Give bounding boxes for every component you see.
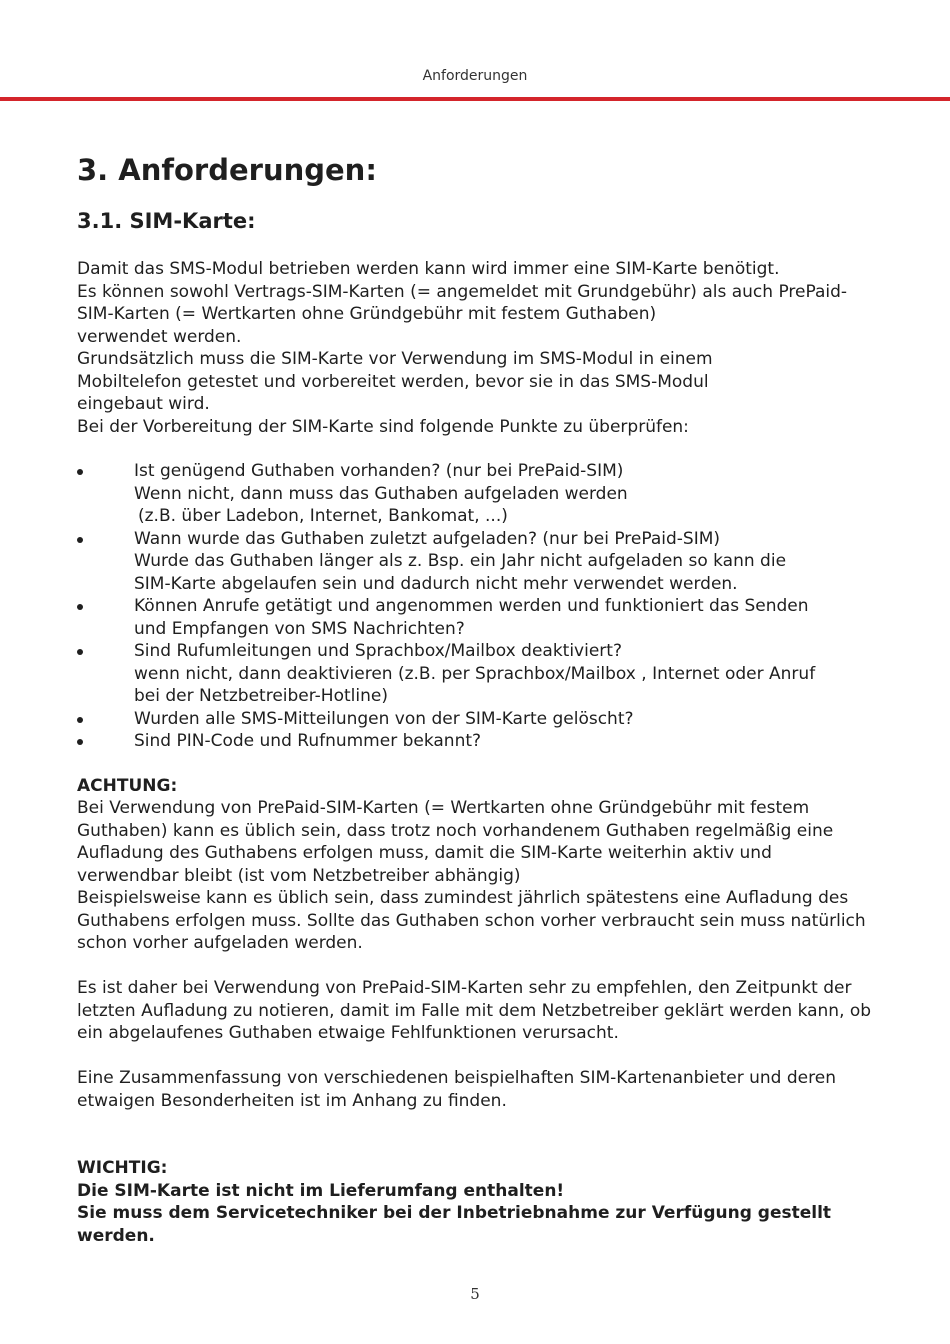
checklist-line: Wenn nicht, dann muss das Guthaben aufgeladen werden <box>134 483 628 504</box>
bullet-icon <box>77 739 83 745</box>
intro-line: Grundsätzlich muss die SIM-Karte vor Verwendung im SMS-Modul in einem <box>77 349 713 369</box>
checklist-line: SIM-Karte abgelaufen sein und dadurch nicht mehr verwendet werden. <box>134 573 738 594</box>
page-number: 5 <box>470 1285 480 1303</box>
intro-line: eingebaut wird. <box>77 394 210 414</box>
checklist-line: Sind PIN-Code und Rufnummer bekannt? <box>134 731 482 751</box>
header-rule <box>0 97 950 101</box>
checklist <box>77 460 877 753</box>
achtung-line: Beispielsweise kann es üblich sein, dass zumindest jährlich spätestens eine Aufladung des <box>77 888 849 908</box>
checklist-line: Ist genügend Guthaben vorhanden? (nur bei PrePaid-SIM) <box>134 461 624 481</box>
intro-line: Mobiltelefon getestet und vorbereitet werden, bevor sie in das SMS-Modul <box>77 371 709 392</box>
checklist-line: und Empfangen von SMS Nachrichten? <box>134 618 465 639</box>
bullet-icon <box>77 469 83 475</box>
checklist-line: Wurden alle SMS-Mitteilungen von der SIM-Karte gelöscht? <box>134 708 634 729</box>
intro-line: SIM-Karten (= Wertkarten ohne Gründgebühr mit festem Guthaben) <box>77 304 657 324</box>
bullet-icon <box>77 604 83 610</box>
achtung-line: verwendbar bleibt (ist vom Netzbetreiber abhängig) <box>77 865 521 886</box>
checklist-line: (z.B. über Ladebon, Internet, Bankomat, ...) <box>138 506 508 526</box>
recommendation-line: ein abgelaufenes Guthaben etwaige Fehlfunktionen verursacht. <box>77 1023 619 1043</box>
page-content <box>77 150 877 1247</box>
intro-line: verwendet werden. <box>77 326 242 347</box>
checklist-item <box>77 640 877 708</box>
checklist-line: bei der Netzbetreiber-Hotline) <box>134 686 388 706</box>
checklist-item <box>77 528 877 596</box>
achtung-line: schon vorher aufgeladen werden. <box>77 933 363 953</box>
checklist-item <box>77 708 877 731</box>
checklist-line: Sind Rufumleitungen und Sprachbox/Mailbox deaktiviert? <box>134 641 622 661</box>
spacer <box>77 1112 877 1157</box>
achtung-line: Guthaben) kann es üblich sein, dass trotz noch vorhandenem Guthaben regelmäßig eine <box>77 820 834 841</box>
spacer <box>77 1045 877 1068</box>
checklist-line: wenn nicht, dann deaktivieren (z.B. per Sprachbox/Mailbox , Internet oder Anruf <box>134 663 816 684</box>
wichtig-heading: WICHTIG: <box>77 1158 168 1178</box>
intro-paragraph <box>77 258 877 438</box>
wichtig-block <box>77 1157 877 1247</box>
achtung-heading: ACHTUNG: <box>77 775 178 796</box>
checklist-item <box>77 730 877 753</box>
bullet-icon <box>77 717 83 723</box>
achtung-line: Aufladung des Guthabens erfolgen muss, damit die SIM-Karte weiterhin aktiv und <box>77 843 772 863</box>
appendix-line: Eine Zusammenfassung von verschiedenen beispielhaften SIM-Kartenanbieter und deren <box>77 1068 836 1088</box>
achtung-block <box>77 775 877 955</box>
appendix-line: etwaigen Besonderheiten ist im Anhang zu finden. <box>77 1090 507 1111</box>
bullet-icon <box>77 649 83 655</box>
running-header: Anforderungen <box>422 68 528 84</box>
appendix-note <box>77 1067 877 1112</box>
recommendation-paragraph <box>77 977 877 1045</box>
checklist-line: Wann wurde das Guthaben zuletzt aufgeladen? (nur bei PrePaid-SIM) <box>134 528 721 549</box>
intro-line: Damit das SMS-Modul betrieben werden kann wird immer eine SIM-Karte benötigt. <box>77 259 780 279</box>
bullet-icon <box>77 537 83 543</box>
checklist-item <box>77 460 877 528</box>
achtung-line: Bei Verwendung von PrePaid-SIM-Karten (= Wertkarten ohne Gründgebühr mit festem <box>77 798 810 818</box>
checklist-line: Wurde das Guthaben länger als z. Bsp. ein Jahr nicht aufgeladen so kann die <box>134 551 787 571</box>
spacer <box>77 955 877 978</box>
wichtig-line: Sie muss dem Servicetechniker bei der Inbetriebnahme zur Verfügung gestellt werden. <box>77 1203 832 1246</box>
checklist-item <box>77 595 877 640</box>
wichtig-line: Die SIM-Karte ist nicht im Lieferumfang enthalten! <box>77 1180 565 1201</box>
achtung-line: Guthabens erfolgen muss. Sollte das Guthaben schon vorher verbraucht sein muss natürlich <box>77 910 866 931</box>
recommendation-line: letzten Aufladung zu notieren, damit im Falle mit dem Netzbetreiber geklärt werden kann, ob <box>77 1000 872 1021</box>
checklist-line: Können Anrufe getätigt und angenommen werden und funktioniert das Senden <box>134 596 809 616</box>
recommendation-line: Es ist daher bei Verwendung von PrePaid-SIM-Karten sehr zu empfehlen, den Zeitpunkt der <box>77 978 852 998</box>
intro-line: Bei der Vorbereitung der SIM-Karte sind folgende Punkte zu überprüfen: <box>77 416 689 437</box>
section-title: 3. Anforderungen: <box>77 153 377 187</box>
subsection-title: 3.1. SIM-Karte: <box>77 209 256 233</box>
intro-line: Es können sowohl Vertrags-SIM-Karten (= angemeldet mit Grundgebühr) als auch PrePaid- <box>77 281 848 302</box>
